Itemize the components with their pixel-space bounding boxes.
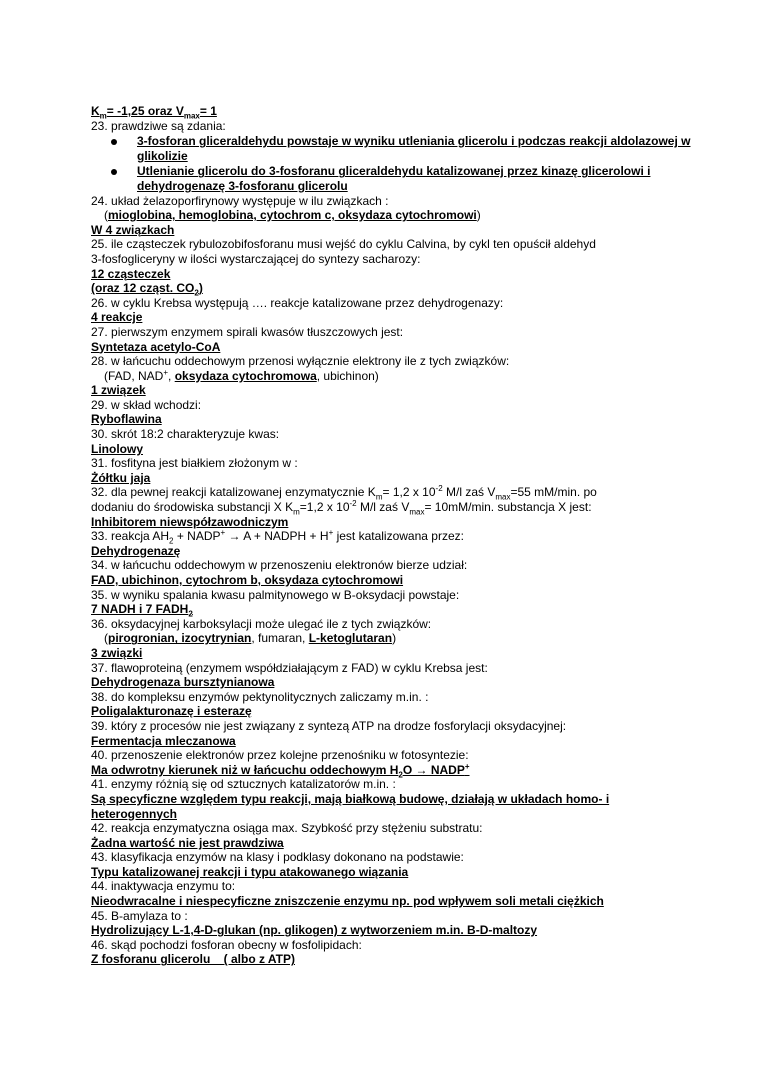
- question-39: 39. który z procesów nie jest związany z syntezą ATP na drodze fosforylacji oksydacyjnej:: [91, 718, 567, 733]
- question-46: 46. skąd pochodzi fosforan obecny w fosfolipidach:: [91, 937, 362, 952]
- q-text: =55 mM/min. po: [510, 485, 597, 500]
- superscript: -2: [435, 484, 443, 494]
- list-text: ,: [168, 368, 175, 383]
- answer-text: 7 NADH i 7 FADH: [91, 602, 189, 617]
- superscript: -2: [349, 499, 357, 509]
- question-24: 24. układ żelazoporfirynowy występuje w ilu związkach :: [91, 193, 389, 208]
- answer-42: Żadna wartość nie jest prawdziwa: [91, 835, 284, 850]
- answer-31: Żółtku jaja: [91, 470, 151, 485]
- answer-38: Poligalakturonazę i esterazę: [91, 704, 252, 719]
- answer-30: Linolowy: [91, 441, 143, 456]
- question-41: 41. enzymy różnią się od sztucznych katalizatorów m.in. :: [91, 777, 396, 792]
- q-text: 33. reakcja AH: [91, 529, 170, 544]
- q-text: dodaniu do środowiska substancji X K: [91, 500, 294, 515]
- answer-37: Dehydrogenaza bursztynianowa: [91, 675, 275, 690]
- bullet-dot-icon: [111, 169, 117, 175]
- answer-text: (oraz 12 cząst. CO: [91, 281, 195, 296]
- bullet-item: [91, 134, 721, 163]
- document-page: [91, 104, 721, 967]
- list-text: , fumaran,: [251, 631, 309, 646]
- paren: (: [104, 208, 108, 223]
- q-text: → A + NADPH + H: [225, 529, 329, 544]
- answer-25: 12 cząsteczek: [91, 266, 171, 281]
- bullet-text: Utlenianie glicerolu do 3-fosforanu gliceraldehydu katalizowanej przez kinazę glicerolowi i dehydrogenazę 3-fosforanu glicerolu: [137, 164, 651, 193]
- question-28: 28. w łańcuchu oddechowym przenosi wyłącznie elektrony ile z tych związków:: [91, 354, 510, 369]
- subscript: 2: [188, 609, 193, 619]
- answer-text: ): [198, 281, 203, 296]
- answer-27: Syntetaza acetylo-CoA: [91, 339, 221, 354]
- answer-45: Hydrolizujący L-1,4-D-glukan (np. glikogen) z wytworzeniem m.in. B-D-maltozy: [91, 923, 538, 938]
- question-40: 40. przenoszenie elektronów przez kolejne przenośniku w fotosyntezie:: [91, 748, 469, 763]
- question-29: 29. w skład wchodzi:: [91, 397, 202, 412]
- paren: ): [392, 631, 397, 646]
- answer-26: 4 reakcje: [91, 310, 143, 325]
- answer-44: Nieodwracalne i niespecyficzne zniszczenie enzymu np. pod wpływem soli metali ciężkich: [91, 894, 604, 909]
- subscript: max: [409, 507, 425, 517]
- question-31: 31. fosfityna jest białkiem złożonym w :: [91, 456, 298, 471]
- question-25-line1: 25. ile cząsteczek rybulozobifosforanu musi wejść do cyklu Calvina, by cykl ten opuścił aldehyd: [91, 237, 596, 252]
- question-37: 37. flawoproteiną (enzymem współdziałającym z FAD) w cyklu Krebsa jest:: [91, 660, 488, 675]
- subscript: 2: [169, 536, 174, 546]
- q-text: = 10mM/min. substancja X jest:: [424, 500, 592, 515]
- question-34: 34. w łańcuchu oddechowym w przenoszeniu elektronów bierze udział:: [91, 558, 468, 573]
- compound-list: [91, 369, 721, 384]
- superscript: +: [163, 367, 169, 377]
- paren: (: [104, 631, 108, 646]
- header-end: = 1: [199, 104, 217, 118]
- bullet-text: 3-fosforan gliceraldehydu powstaje w wyniku utleniania glicerolu i podczas reakcji aldolazowej w glikolizie: [137, 134, 691, 163]
- answer-39: Fermentacja mleczanowa: [91, 733, 236, 748]
- question-44: 44. inaktywacja enzymu to:: [91, 879, 236, 894]
- q-text: + NADP: [173, 529, 221, 544]
- question-36: 36. oksydacyjnej karboksylacji może ulegać ile z tych związków:: [91, 616, 432, 631]
- header-mid: = -1,25 oraz V: [106, 104, 184, 118]
- subscript: m: [375, 492, 383, 502]
- q-text: 32. dla pewnej reakcji katalizowanej enzymatycznie K: [91, 485, 376, 500]
- list-text: , ubichinon): [316, 368, 379, 383]
- kinetics-header: [91, 104, 721, 119]
- question-26: 26. w cyklu Krebsa występują …. reakcje katalizowane przez dehydrogenazy:: [91, 295, 504, 310]
- answer-text: O → NADP: [402, 762, 465, 777]
- question-27: 27. pierwszym enzymem spirali kwasów tłuszczowych jest:: [91, 324, 404, 339]
- q-text: M/l zaś V: [356, 500, 410, 515]
- subscript: m: [293, 507, 300, 517]
- question-32-line1: [91, 485, 721, 500]
- compound-list: [91, 208, 721, 223]
- question-23: 23. prawdziwe są zdania:: [91, 118, 226, 133]
- q-text: jest katalizowana przez:: [333, 529, 464, 544]
- answer-40: [91, 763, 721, 778]
- answer-41: Są specyficzne względem typu reakcji, mają białkową budowę, działają w układach homo- i heterogennych: [91, 791, 610, 821]
- bullet-item: [91, 164, 721, 193]
- question-45: 45. B-amylaza to :: [91, 908, 188, 923]
- question-30: 30. skrót 18:2 charakteryzuje kwas:: [91, 427, 280, 442]
- superscript: +: [464, 761, 470, 771]
- question-42: 42. reakcja enzymatyczna osiąga max. Szybkość przy stężeniu substratu:: [91, 821, 483, 836]
- compound-list: [91, 631, 721, 646]
- answer-43: Typu katalizowanej reakcji i typu atakowanego wiązania: [91, 864, 409, 879]
- answer-text: Ma odwrotny kierunek niż w łańcuchu oddechowym H: [91, 762, 399, 777]
- subscript: max: [495, 492, 511, 502]
- question-33: [91, 529, 721, 544]
- answer-32: Inhibitorem niewspółzawodniczym: [91, 514, 289, 529]
- q-text: M/l zaś V: [442, 485, 496, 500]
- question-32-line2: [91, 500, 721, 515]
- answer-24: W 4 związkach: [91, 222, 175, 237]
- question-38: 38. do kompleksu enzymów pektynolitycznych zaliczamy m.in. :: [91, 689, 429, 704]
- list-text: (FAD, NAD: [104, 368, 164, 383]
- q-text: =1,2 x 10: [299, 500, 350, 515]
- question-25-line2: 3-fosfogliceryny w ilości wystarczającej do syntezy sacharozy:: [91, 251, 421, 266]
- answer-33: Dehydrogenazę: [91, 543, 181, 558]
- answer-28: 1 związek: [91, 383, 146, 398]
- answer-46: Z fosforanu glicerolu ( albo z ATP): [91, 952, 295, 967]
- paren: ): [476, 208, 481, 223]
- q-text: = 1,2 x 10: [382, 485, 436, 500]
- bullet-dot-icon: [111, 139, 117, 145]
- superscript: +: [328, 528, 334, 538]
- superscript: +: [220, 528, 226, 538]
- answer-29: Ryboflawina: [91, 412, 162, 427]
- vmax-sub: max: [183, 111, 200, 121]
- answer-34: FAD, ubichinon, cytochrom b, oksydaza cytochromowi: [91, 573, 404, 587]
- answer-35: [91, 602, 721, 617]
- answer-25-extra: [91, 281, 721, 296]
- subscript: 2: [398, 770, 403, 780]
- list-bold: L-ketoglutaran: [308, 631, 393, 646]
- km-label: K: [91, 104, 100, 118]
- question-35: 35. w wyniku spalania kwasu palmitynowego w B-oksydacji powstaje:: [91, 587, 460, 602]
- answer-36: 3 związki: [91, 645, 143, 660]
- compound-list-bold: mioglobina, hemoglobina, cytochrom c, oksydaza cytochromowi: [108, 208, 477, 223]
- question-43: 43. klasyfikacja enzymów na klasy i podklasy dokonano na podstawie:: [91, 850, 464, 865]
- km-sub: m: [99, 111, 107, 121]
- list-bold: oksydaza cytochromowa: [174, 368, 317, 383]
- subscript: 2: [194, 288, 199, 298]
- list-bold: pirogronian, izocytrynian: [108, 631, 252, 646]
